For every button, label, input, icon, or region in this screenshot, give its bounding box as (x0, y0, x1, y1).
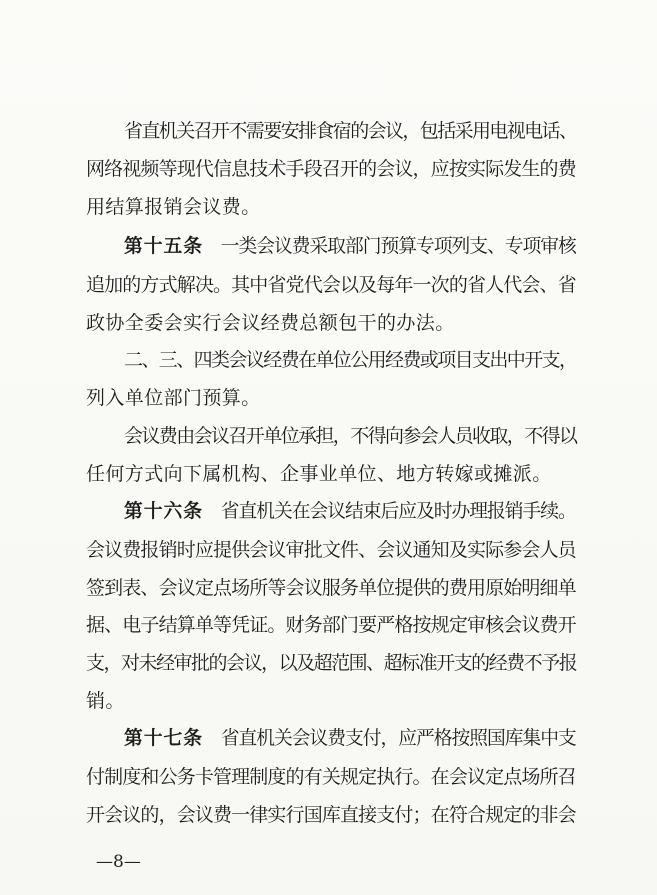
text-line (124, 497, 576, 527)
line-text: 网络视频等现代信息技术手段召开的会议，应按实际发生的费 (86, 158, 576, 180)
line-text: 开会议的，会议费一律实行国库直接支付；在符合规定的非会 (86, 804, 576, 826)
text-line (86, 154, 576, 184)
line-text: 列入单位部门预算。 (86, 387, 261, 409)
text-line (124, 345, 576, 375)
line-text: 一类会议费采取部门预算专项列支、专项审核 (203, 236, 576, 257)
text-line (124, 421, 576, 451)
text-line (86, 270, 576, 300)
line-text: 销。 (86, 690, 125, 712)
line-text: 会议费报销时应提供会议审批文件、会议通知及实际参会人员 (86, 539, 576, 561)
text-line (86, 535, 576, 565)
text-line (86, 459, 552, 489)
line-text: 政协全委会实行会议经费总额包干的办法。 (86, 312, 455, 334)
line-text: 用结算报销会议费。 (86, 196, 261, 218)
text-line (86, 383, 261, 413)
line-text: 省直机关在会议结束后应及时办理报销手续。 (203, 501, 576, 522)
line-text: 二、三、四类会议经费在单位公用经费或项目支出中开支， (124, 349, 577, 371)
article-number: 第十六条 (124, 501, 203, 522)
line-text: 据、电子结算单等凭证。财务部门要严格按规定审核会议费开 (86, 614, 576, 636)
text-line (124, 116, 576, 146)
text-line (86, 648, 576, 678)
article-number: 第十五条 (124, 236, 203, 257)
line-text: 省直机关召开不需要安排食宿的会议，包括采用电视电话、 (124, 120, 577, 142)
text-line (86, 800, 576, 830)
text-line (124, 232, 576, 262)
text-line (86, 762, 576, 792)
line-text: 会议费由会议召开单位承担，不得向参会人员收取，不得以 (124, 425, 577, 447)
line-text: 省直机关会议费支付，应严格按照国库集中支 (203, 728, 576, 749)
article-number: 第十七条 (124, 728, 203, 749)
line-text: 签到表、会议定点场所等会议服务单位提供的费用原始明细单 (86, 577, 576, 599)
text-line (86, 686, 125, 716)
page-number: —8— (96, 852, 141, 872)
text-line (86, 573, 576, 603)
line-text: 支，对未经审批的会议，以及超范围、超标准开支的经费不予报 (86, 652, 577, 674)
text-line (86, 610, 576, 640)
text-line (86, 192, 261, 222)
text-line (124, 724, 576, 754)
line-text: 任何方式向下属机构、企事业单位、地方转嫁或摊派。 (86, 463, 552, 485)
line-text: 付制度和公务卡管理制度的有关规定执行。在会议定点场所召 (86, 766, 576, 788)
text-line (86, 308, 455, 338)
line-text: 追加的方式解决。其中省党代会以及每年一次的省人代会、省 (86, 274, 576, 296)
